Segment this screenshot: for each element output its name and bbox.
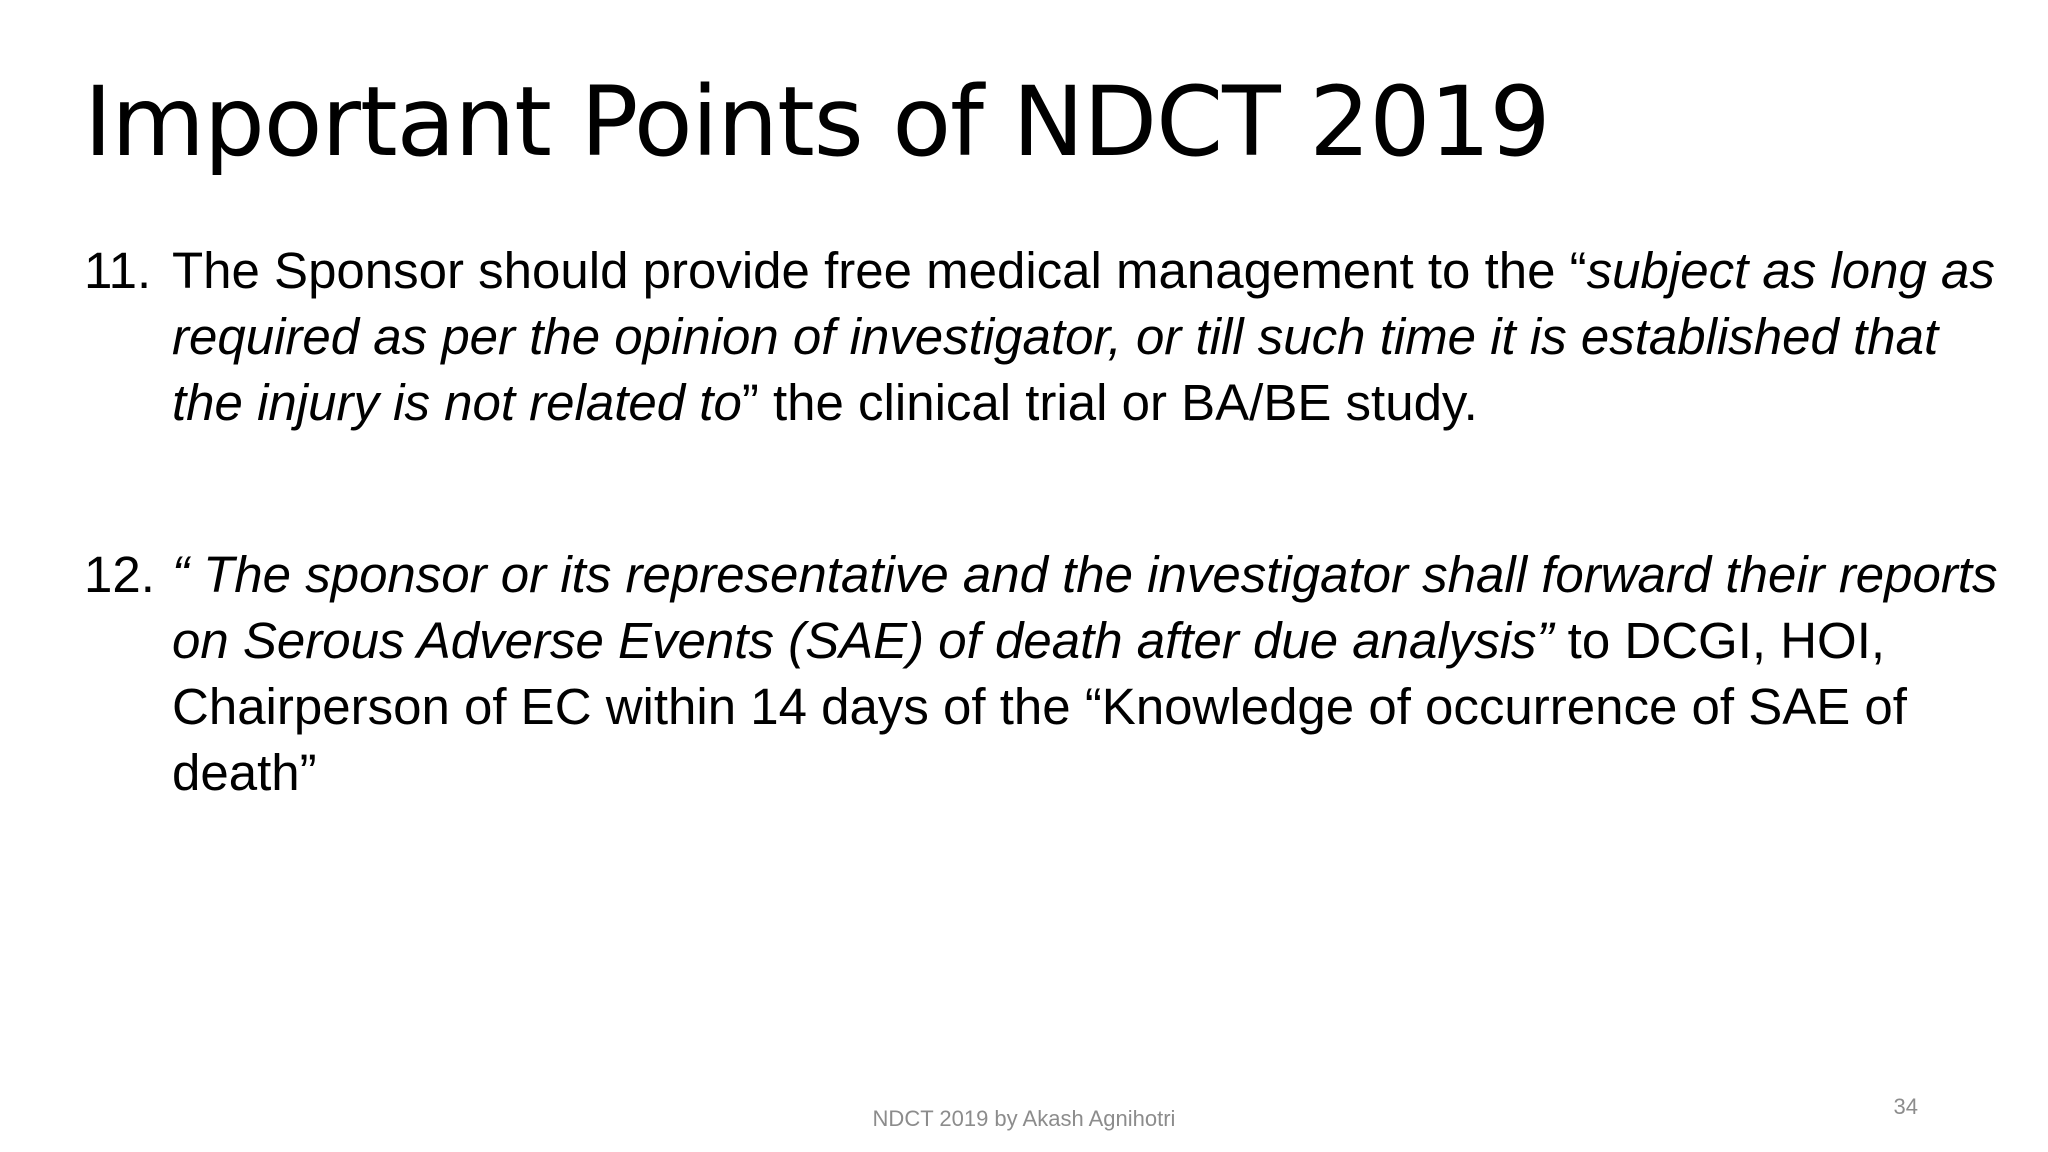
points-list bbox=[84, 238, 2004, 806]
slide-title: Important Points of NDCT 2019 bbox=[84, 66, 1550, 178]
point-text-quote: “ The sponsor or its representative and the investigator shall forward their reports on Serous Adverse Events (SAE) of death after due analysis” bbox=[172, 546, 1998, 669]
point-text-quote: subject as long as required as per the opinion of investigator, or till such time it is established that the injury is not related to bbox=[172, 242, 1995, 431]
point-item bbox=[84, 238, 2004, 436]
slide-footer: NDCT 2019 by Akash Agnihotri bbox=[872, 1106, 1176, 1131]
point-item bbox=[84, 542, 2004, 806]
page-number: 34 bbox=[1893, 1094, 1918, 1119]
point-text-segment: to DCGI, HOI, Chairperson of EC within 14 days of the “Knowledge of occurrence of SAE of death” bbox=[172, 612, 1907, 801]
point-text bbox=[172, 546, 1998, 801]
point-text-segment: The Sponsor should provide free medical management to the “ bbox=[172, 242, 1587, 299]
point-number: 11. bbox=[84, 242, 152, 299]
point-text bbox=[172, 242, 1995, 431]
point-text-segment: ” the clinical trial or BA/BE study. bbox=[741, 374, 1478, 431]
point-number: 12. bbox=[84, 546, 155, 603]
